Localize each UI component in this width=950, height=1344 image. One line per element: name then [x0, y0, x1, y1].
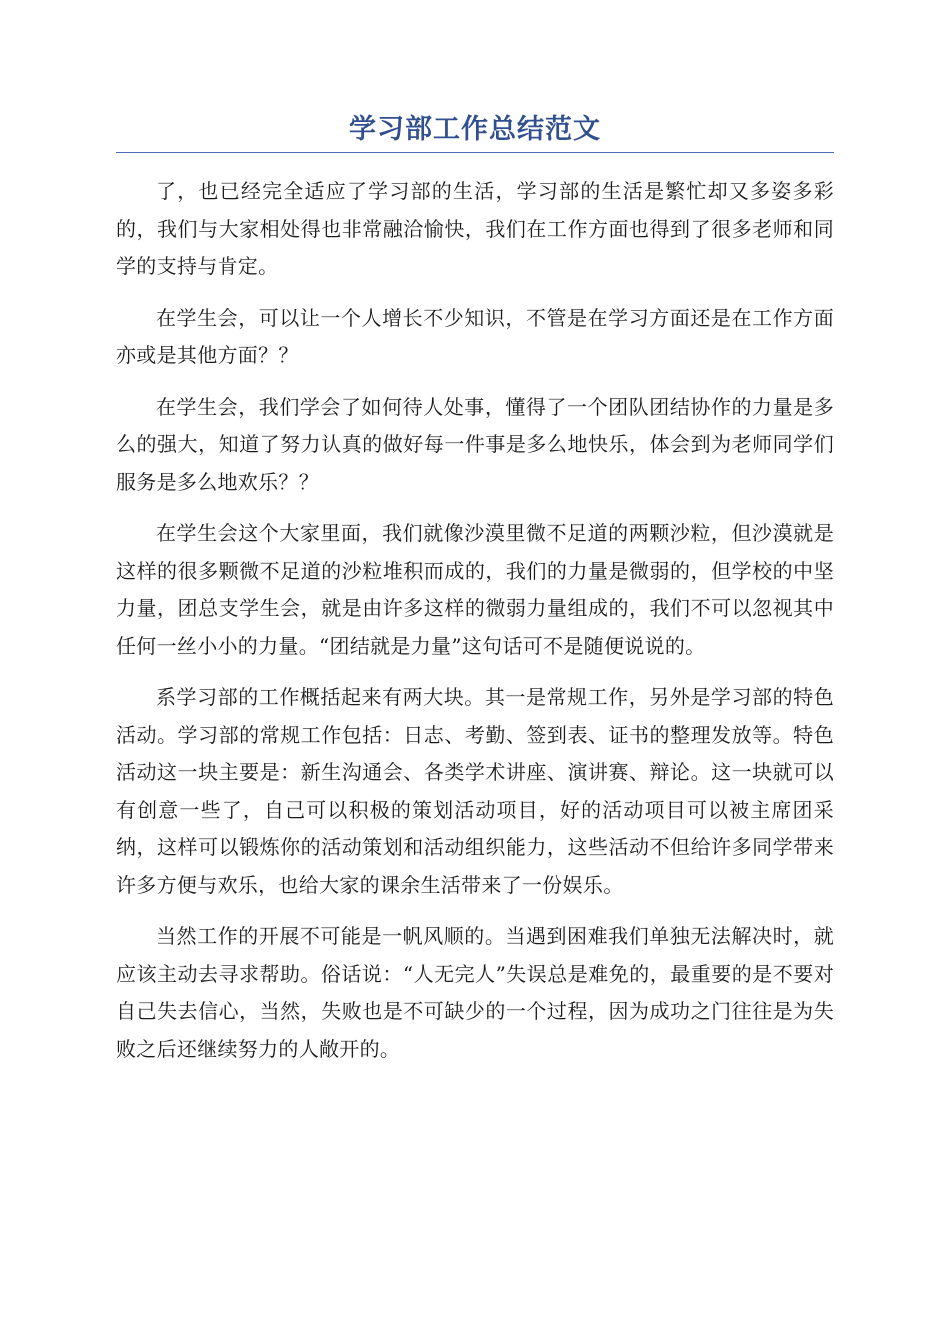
paragraph-6: 当然工作的开展不可能是一帆风顺的。当遇到困难我们单独无法解决时，就应该主动去寻求帮助。俗话说：“人无完人”失误总是难免的，最重要的是不要对自己失去信心，当然，失败也是不可缺少的一个过程，因为成功之门往往是为失败之后还继续努力的人敞开的。	[116, 924, 834, 1061]
paragraph-4: 在学生会这个大家里面，我们就像沙漠里微不足道的两颗沙粒，但沙漠就是这样的很多颗微不足道的沙粒堆积而成的，我们的力量是微弱的，但学校的中坚力量，团总支学生会，就是由许多这样的微弱力量组成的，我们不可以忽视其中任何一丝小小的力量。“团结就是力量”这句话可不是随便说说的。	[116, 521, 834, 658]
document-title: 学习部工作总结范文	[349, 114, 601, 145]
paragraph-3: 在学生会，我们学会了如何待人处事，懂得了一个团队团结协作的力量是多么的强大，知道了努力认真的做好每一件事是多么地快乐，体会到为老师同学们服务是多么地欢乐？？	[116, 394, 834, 494]
paragraph-1: 了，也已经完全适应了学习部的生活，学习部的生活是繁忙却又多姿多彩的，我们与大家相处得也非常融洽愉快，我们在工作方面也得到了很多老师和同学的支持与肯定。	[116, 179, 834, 278]
paragraph-5: 系学习部的工作概括起来有两大块。其一是常规工作，另外是学习部的特色活动。学习部的常规工作包括：日志、考勤、签到表、证书的整理发放等。特色活动这一块主要是：新生沟通会、各类学术讲座、演讲赛、辩论。这一块就可以有创意一些了，自己可以积极的策划活动项目，好的活动项目可以被主席团采纳，这样可以锻炼你的活动策划和活动组织能力，这些活动不但给许多同学带来许多方便与欢乐，也给大家的课余生活带来了一份娱乐。	[116, 685, 834, 897]
document-page	[116, 110, 834, 1082]
title-underline	[116, 152, 834, 153]
paragraph-2: 在学生会，可以让一个人增长不少知识，不管是在学习方面还是在工作方面亦或是其他方面？？	[116, 305, 834, 367]
